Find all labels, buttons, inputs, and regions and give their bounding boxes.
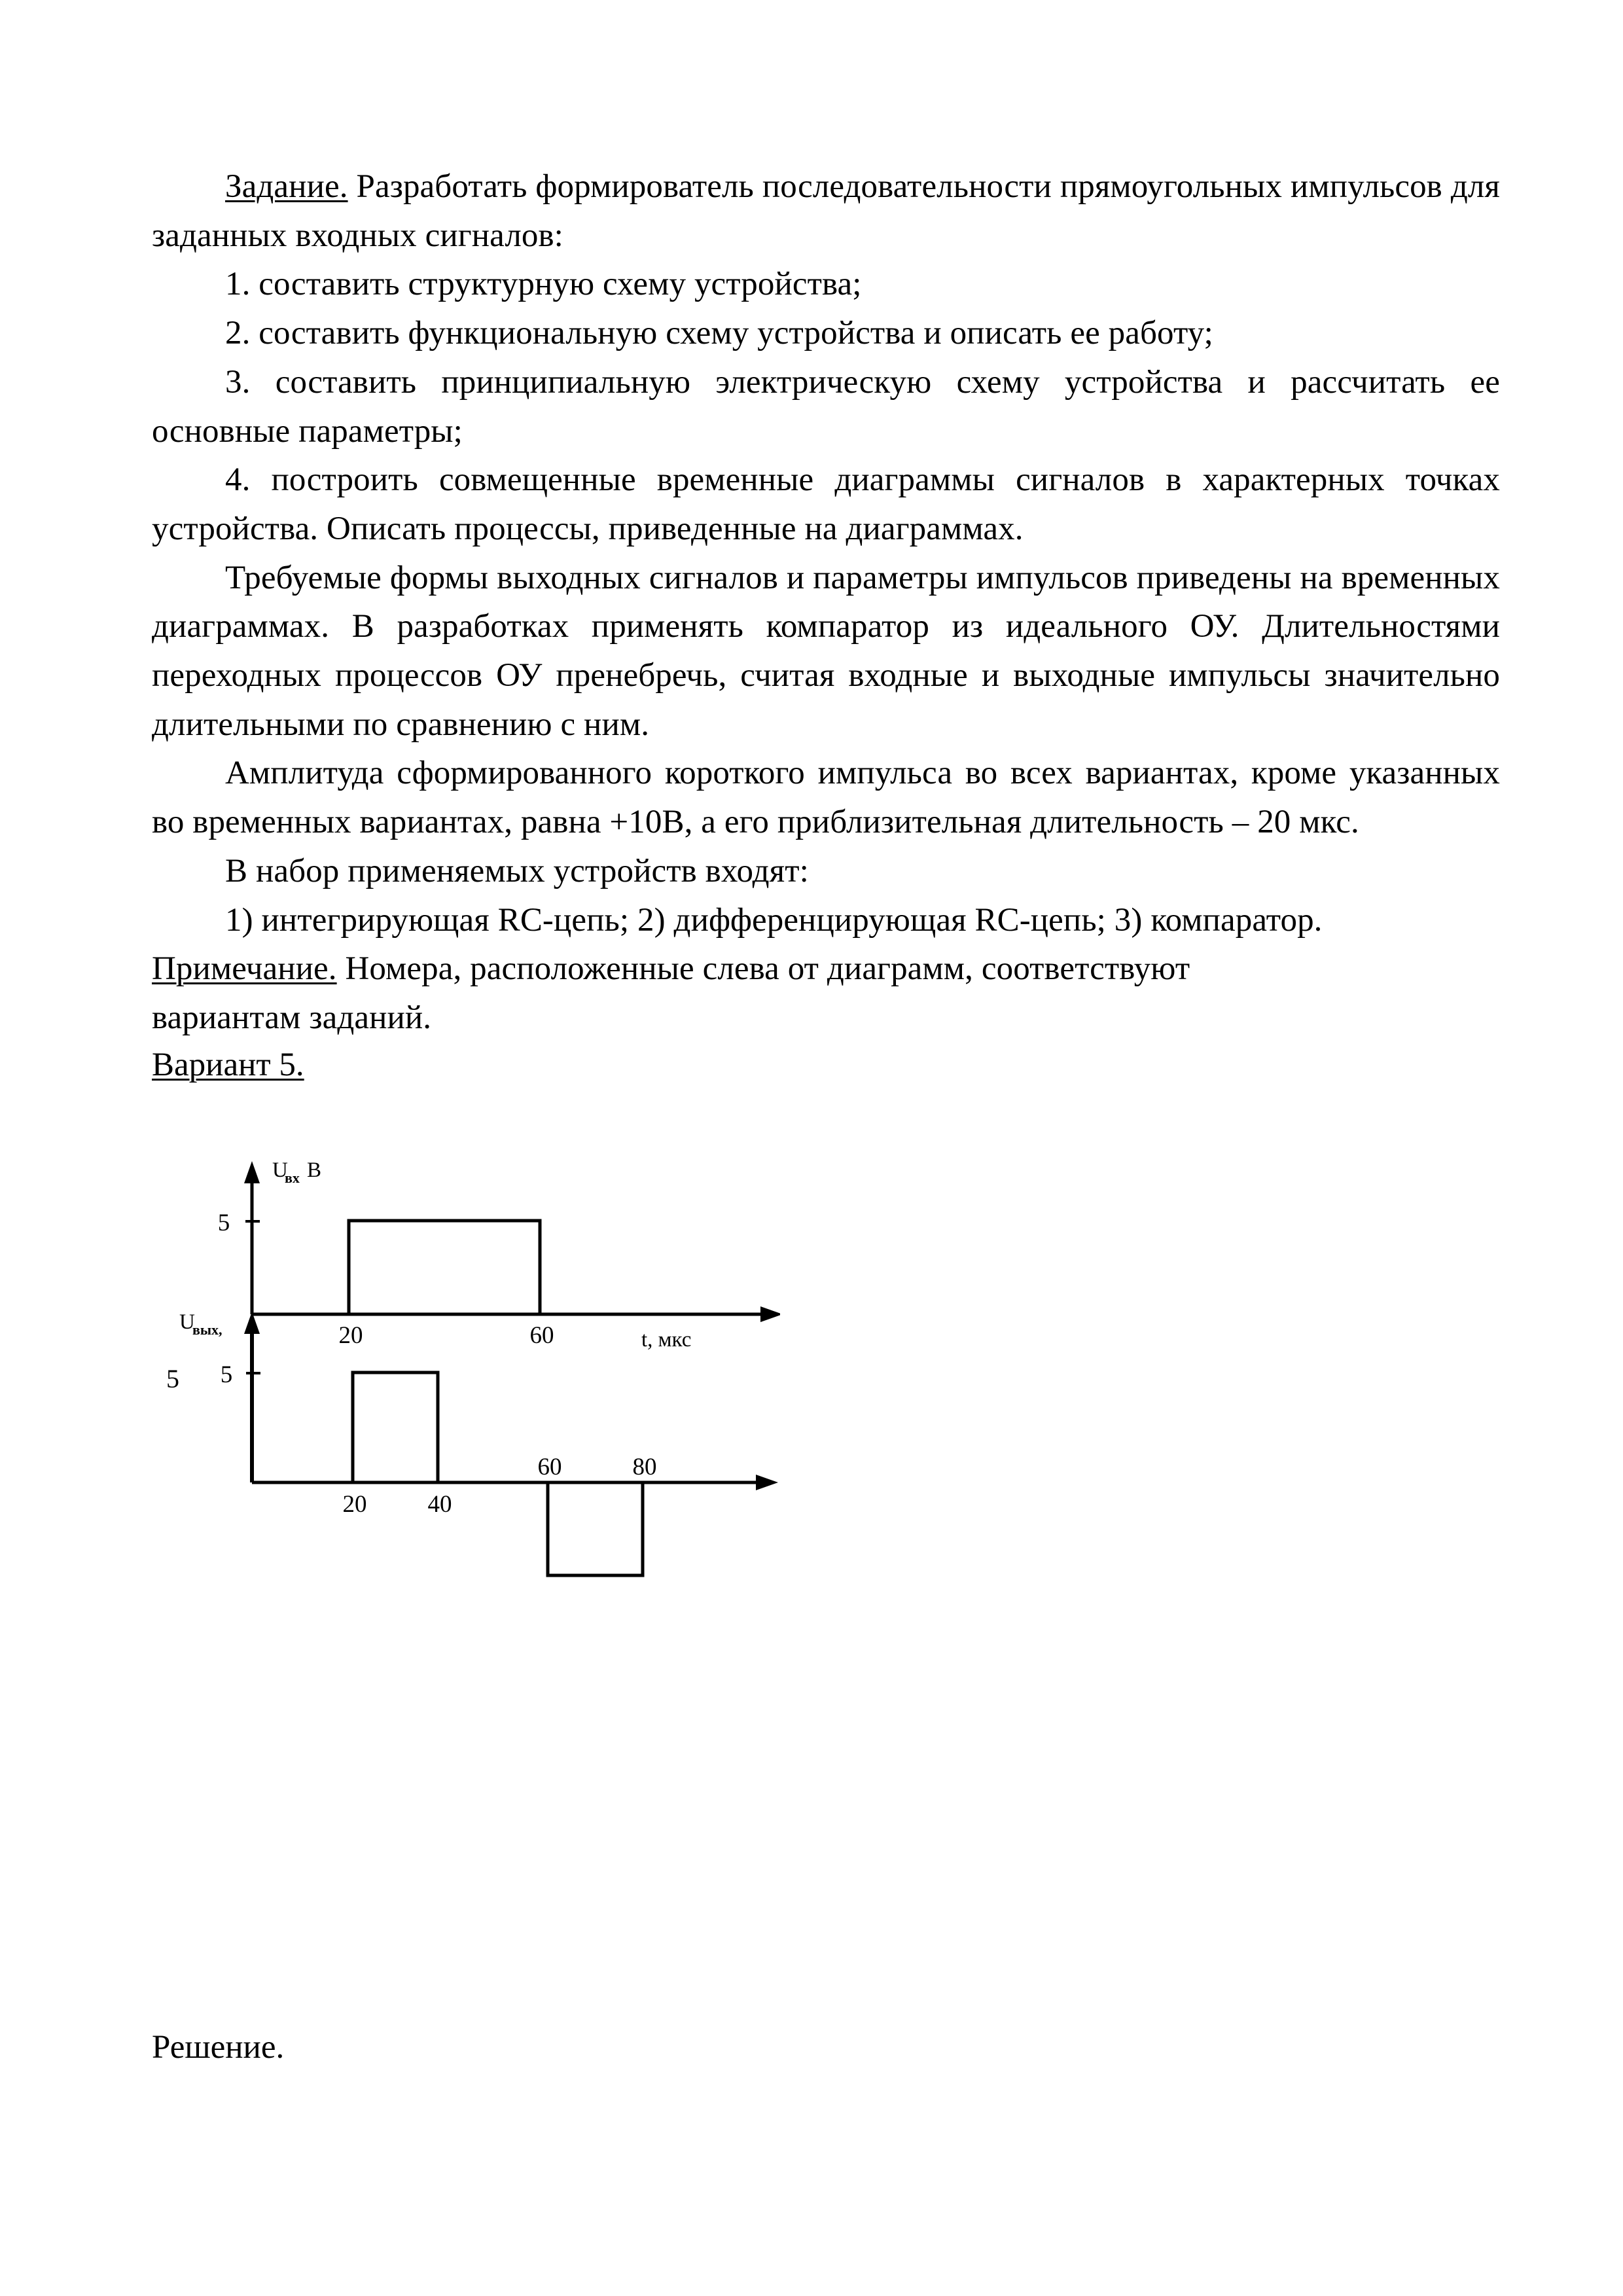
paragraph-task-item-1 [152, 260, 1500, 309]
paragraph-text: 1) интегрирующая RC-цепь; 2) дифференцирующая RC-цепь; 3) компаратор. [225, 901, 1323, 939]
variant-heading [152, 1045, 304, 1085]
paragraph-task-remark-cont [152, 994, 1500, 1043]
variant-number-marker: 5 [166, 1364, 179, 1393]
paragraph-text: Амплитуда сформированного короткого импульса во всех вариантах, кроме указанных во временных вариантах, равна +10В, а его приблизительная длительность – 20 мкс. [152, 755, 1500, 841]
document-body [152, 162, 1500, 1043]
paragraph-task-devices-head [152, 847, 1500, 896]
input-x-tick-label-0: 20 [338, 1322, 363, 1349]
paragraph-text: 1. составить структурную схему устройства; [225, 266, 862, 303]
paragraph-text: 2. составить функциональную схему устройства и описать ее работу; [225, 315, 1213, 352]
paragraph-text: Разработать формирователь последовательности прямоугольных импульсов для заданных входных сигналов: [152, 168, 1500, 254]
output-x-tick-label-above-0: 60 [537, 1454, 562, 1480]
solution-heading-text: Решение. [152, 2029, 285, 2066]
paragraph-text: 3. составить принципиальную электрическую схему устройства и рассчитать ее основные параметры; [152, 363, 1500, 450]
paragraph-task-note-amplitude [152, 749, 1500, 846]
paragraph-task-item-3 [152, 358, 1500, 456]
paragraph-text: Требуемые формы выходных сигналов и параметры импульсов приведены на временных диаграммах. В разработках применять компаратор из идеального ОУ. Длительностями переходных процессов ОУ пренебречь, считая входные и выходные импульсы значительно длительными по сравнению с ним. [152, 559, 1500, 743]
paragraph-text: вариантам заданий. [152, 999, 432, 1036]
variant-heading-text: Вариант 5. [152, 1047, 304, 1083]
remark-label: Примечание. [152, 950, 337, 988]
output-waveform-trace [252, 1372, 760, 1575]
input-x-tick-label-1: 60 [529, 1322, 554, 1349]
paragraph-task-item-4 [152, 456, 1500, 553]
paragraph-task-devices-list [152, 896, 1500, 945]
output-x-tick-label-above-1: 80 [632, 1454, 657, 1480]
input-x-axis-label: t, мкс [641, 1328, 692, 1352]
input-y-axis-arrow-icon [244, 1161, 260, 1183]
solution-heading [152, 2028, 284, 2068]
paragraph-text: Номера, расположенные слева от диаграмм, соответствуют [336, 950, 1190, 988]
task-label: Задание. [225, 168, 348, 205]
chart-input-waveform [218, 1158, 780, 1352]
input-y-axis-label: U [272, 1158, 288, 1182]
input-y-tick-label-0: 5 [217, 1210, 230, 1236]
timing-diagrams [152, 1113, 780, 1610]
output-y-axis-label: U [179, 1310, 195, 1334]
paragraph-text: 4. построить совмещенные временные диаграммы сигналов в характерных точках устройства. Описать процессы, приведенные на диаграммах. [152, 461, 1500, 547]
paragraph-task-item-2 [152, 309, 1500, 358]
input-y-axis-label-subscript: вх [285, 1170, 300, 1186]
input-waveform-trace [252, 1221, 767, 1314]
paragraph-task-note-forms [152, 554, 1500, 749]
output-y-tick-label-0: 5 [220, 1361, 233, 1388]
paragraph-task-intro [152, 162, 1500, 260]
output-x-tick-label-below-0: 20 [342, 1491, 367, 1518]
output-x-tick-label-below-1: 40 [427, 1491, 452, 1518]
paragraph-text: В набор применяемых устройств входят: [225, 852, 809, 889]
paragraph-task-remark [152, 944, 1500, 994]
input-y-axis-unit: В [307, 1158, 322, 1182]
output-y-axis-label-subscript: вых, [192, 1321, 223, 1338]
